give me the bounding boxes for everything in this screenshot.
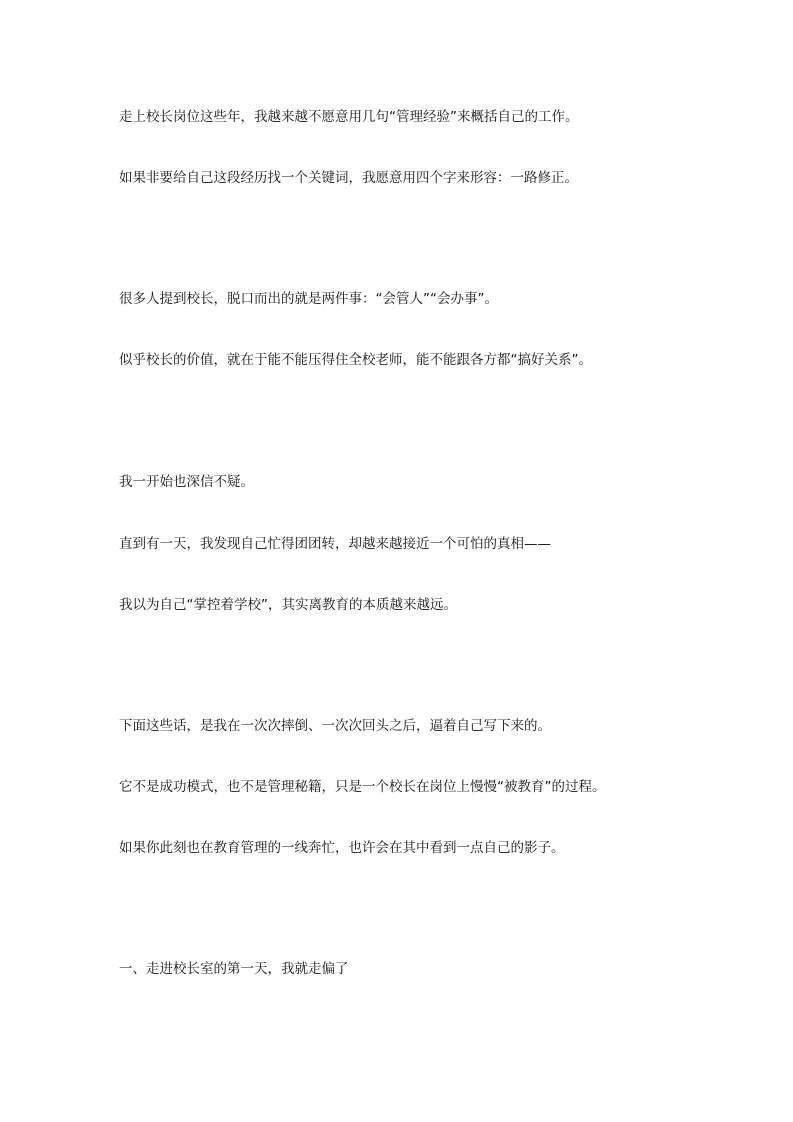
paragraph: 下面这些话，是我在一次次摔倒、一次次回头之后，逼着自己写下来的。: [119, 718, 551, 734]
paragraph: 走上校长岗位这些年，我越来越不愿意用几句“管理经验”来概括自己的工作。: [119, 109, 579, 125]
paragraph: 我一开始也深信不疑。: [119, 474, 254, 490]
paragraph: 如果非要给自己这段经历找一个关键词，我愿意用四个字来形容：一路修正。: [119, 170, 578, 186]
paragraph: 似乎校长的价值，就在于能不能压得住全校老师，能不能跟各方都“搞好关系”。: [119, 352, 592, 368]
paragraph: 很多人提到校长，脱口而出的就是两件事：“会管人”“会办事”。: [119, 291, 498, 307]
paragraph: 我以为自己“掌控着学校”，其实离教育的本质越来越远。: [119, 597, 457, 613]
paragraph: 直到有一天，我发现自己忙得团团转，却越来越接近一个可怕的真相——: [119, 536, 551, 552]
paragraph: 它不是成功模式，也不是管理秘籍，只是一个校长在岗位上慢慢“被教育”的过程。: [119, 779, 606, 795]
section-heading: 一、走进校长室的第一天，我就走偏了: [119, 961, 349, 977]
paragraph: 如果你此刻也在教育管理的一线奔忙，也许会在其中看到一点自己的影子。: [119, 840, 565, 856]
